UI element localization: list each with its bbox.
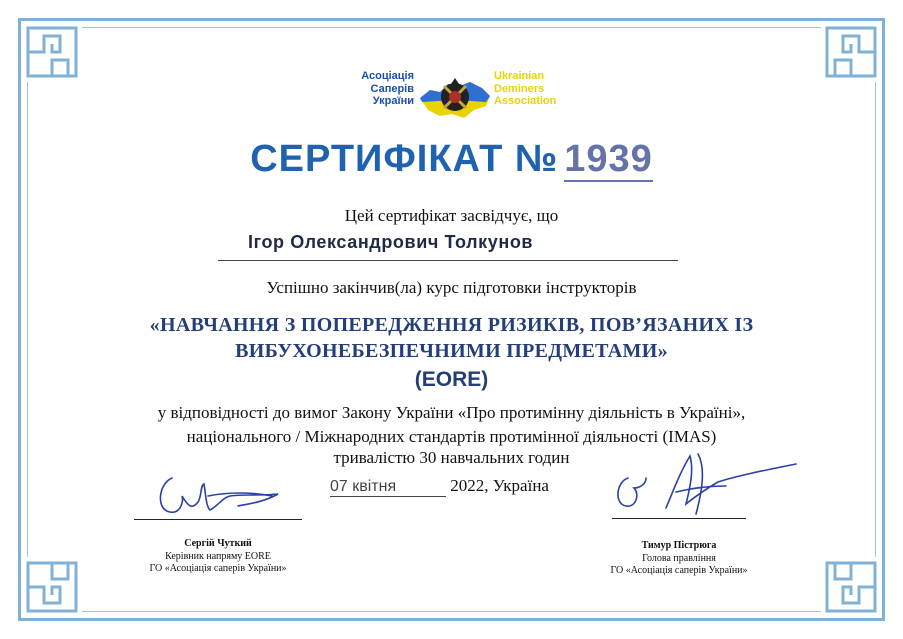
signatory-left-name: Сергій Чуткий — [184, 538, 252, 549]
course-title — [0, 312, 903, 364]
course-title-line-2: ВИБУХОНЕБЕЗПЕЧНИМИ ПРЕДМЕТАМИ» — [235, 340, 668, 362]
completed-course-text: Успішно закінчив(ла) курс підготовки інструкторів — [266, 278, 637, 297]
certificate-title — [0, 138, 903, 181]
logo-text-ukrainian: Асоціація Саперів України — [361, 70, 414, 107]
corner-ornament-top-right — [821, 22, 881, 82]
signatory-right-org: ГО «Асоціація саперів України» — [610, 565, 748, 576]
signature-line-left — [134, 519, 302, 520]
compliance-line-2: національного / Міжнародних стандартів протимінної діяльності (IMAS) — [186, 427, 717, 446]
recipient-name-line — [218, 232, 678, 261]
signatory-left-role: Керівник напряму EORE — [165, 550, 271, 562]
logo-emblem-icon — [416, 64, 494, 130]
issue-date-year-place: 2022, Україна — [450, 476, 549, 495]
corner-ornament-bottom-right — [821, 557, 881, 617]
signatory-left-org: ГО «Асоціація саперів України» — [149, 563, 287, 574]
certificate-title-label: СЕРТИФІКАТ № — [250, 138, 559, 180]
issue-date — [330, 476, 549, 497]
signature-right-image — [606, 448, 806, 526]
compliance-line-1: у відповідності до вимог Закону України «Про протимінну діяльність в Україні», — [157, 403, 746, 422]
intro-text: Цей сертифікат засвідчує, що — [344, 206, 559, 225]
corner-ornament-bottom-left — [22, 557, 82, 617]
signatory-right-name: Тимур Пістрюга — [641, 540, 717, 551]
course-title-line-1: «НАВЧАННЯ З ПОПЕРЕДЖЕННЯ РИЗИКІВ, ПОВ’ЯЗАНИХ ІЗ — [149, 314, 754, 336]
course-abbreviation: (EORE) — [414, 368, 489, 391]
association-logo — [346, 64, 556, 130]
certificate-number: 1939 — [564, 138, 653, 180]
signatory-right-role: Голова правління — [642, 552, 716, 564]
compliance-line-3: тривалістю 30 навчальних годин — [333, 448, 570, 467]
logo-text-english: Ukrainian Deminers Association — [494, 70, 557, 107]
issue-date-day-month: 07 квітня — [330, 478, 446, 497]
signatory-right — [584, 540, 774, 578]
signature-line-right — [612, 518, 746, 519]
signatory-left — [128, 538, 308, 576]
corner-ornament-top-left — [22, 22, 82, 82]
signature-left-image — [148, 466, 308, 522]
recipient-name: Ігор Олександрович Толкунов — [248, 232, 534, 252]
